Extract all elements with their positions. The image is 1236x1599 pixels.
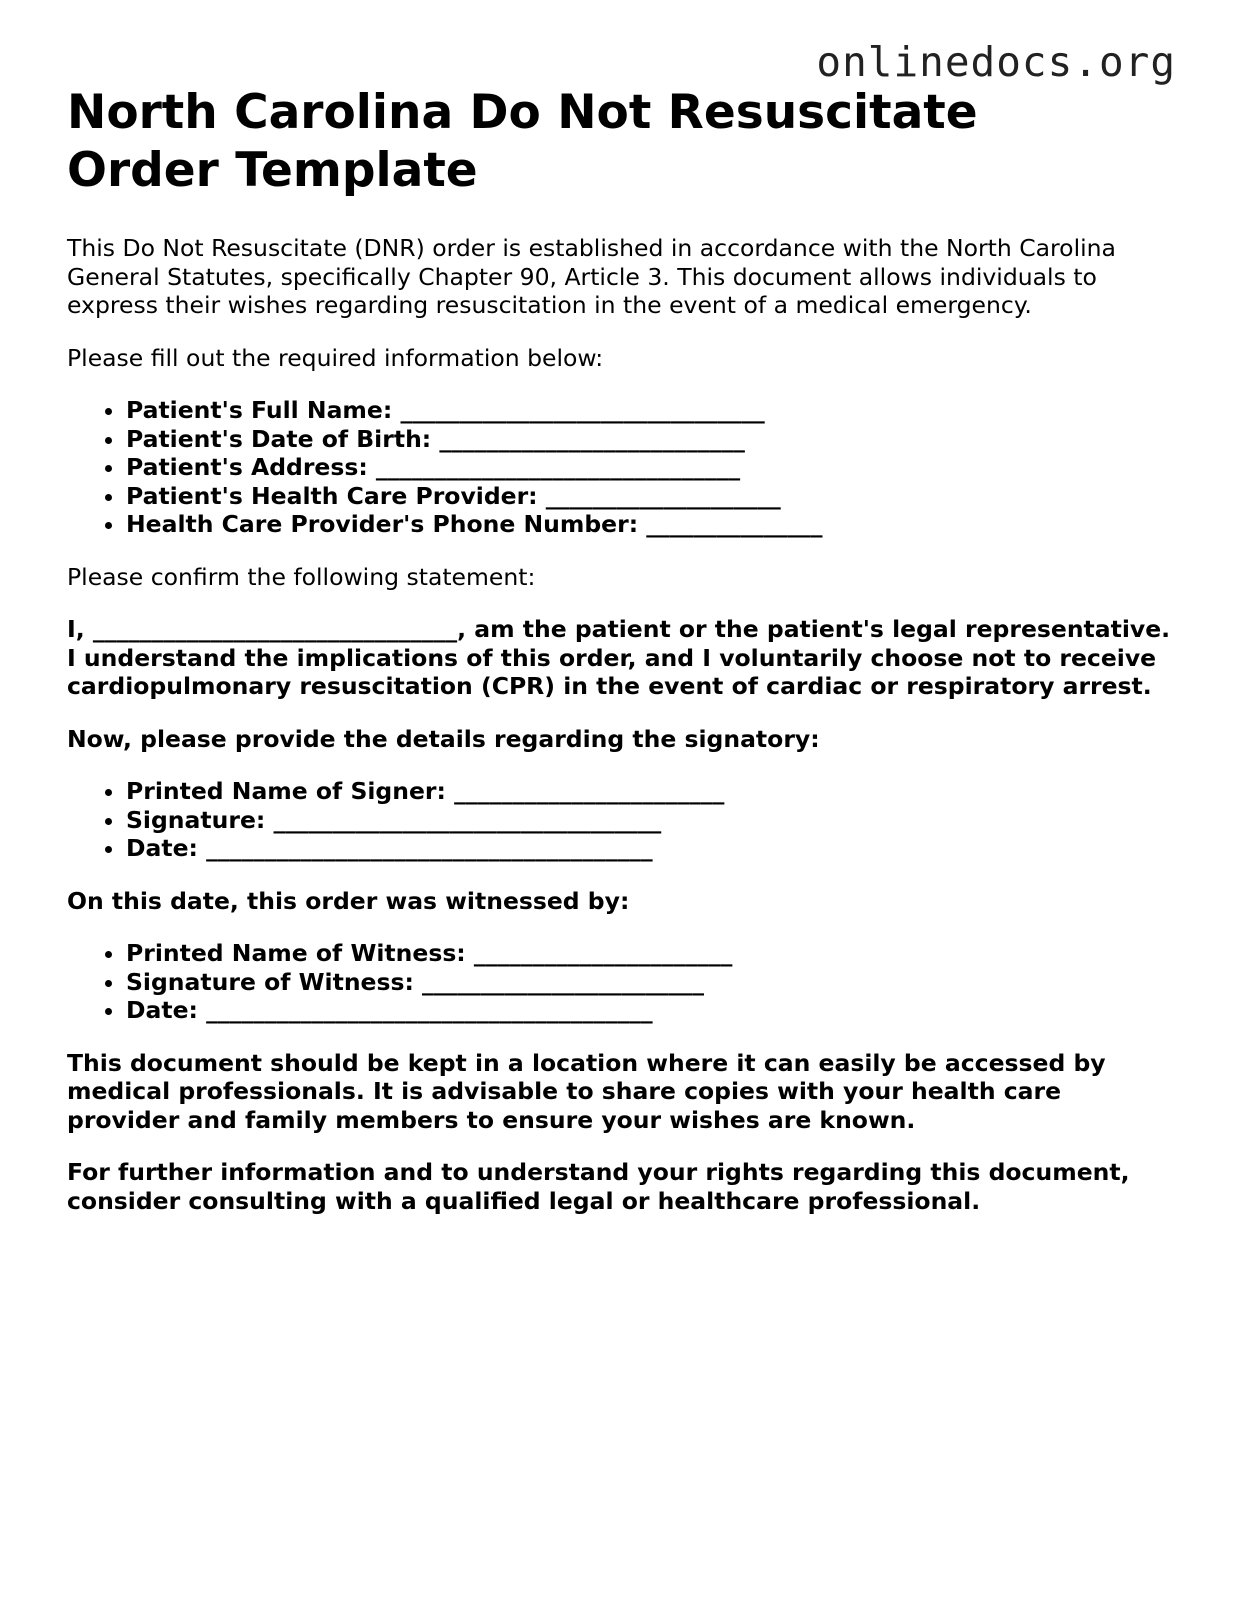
patient-fields-list [67, 396, 1177, 539]
witness-printed-name-field: • Printed Name of Witness: ______________________ [126, 939, 1177, 968]
further-info-note: For further information and to understand your rights regarding this document, consider consulting with a qualified legal or healthcare professional. [67, 1158, 1130, 1215]
document-title: North Carolina Do Not Resuscitate Order Template [67, 85, 978, 198]
witness-prompt: On this date, this order was witnessed by: [67, 886, 630, 915]
witness-fields-list [67, 939, 1177, 1025]
signatory-fields-list [67, 777, 1177, 863]
signer-date-field: • Date: ______________________________________ [126, 834, 1177, 863]
signer-printed-name-field: • Printed Name of Signer: _______________________ [126, 777, 1177, 806]
patient-date-of-birth-field: • Patient's Date of Birth: __________________________ [126, 425, 1177, 454]
consent-statement: I, _______________________________, am the patient or the patient's legal representative. I understand the implications of this order, and I voluntarily choose not to receive cardiopulmonary resuscitation (CPR) in the event of cardiac or respiratory arrest. [67, 615, 1171, 700]
watermark: onlinedocs.org [816, 38, 1176, 86]
storage-note: This document should be kept in a location where it can easily be accessed by medical professionals. It is advisable to share copies with your health care provider and family members to ensure your wishes are known. [67, 1048, 1106, 1134]
document-body [67, 84, 1177, 1239]
witness-signature-field: • Signature of Witness: ________________________ [126, 968, 1177, 997]
signatory-prompt: Now, please provide the details regarding the signatory: [67, 724, 820, 753]
fill-prompt: Please fill out the required information below: [67, 343, 604, 372]
patient-full-name-field: • Patient's Full Name: _______________________________ [126, 396, 1177, 425]
witness-date-field: • Date: ______________________________________ [126, 996, 1177, 1025]
intro-paragraph: This Do Not Resuscitate (DNR) order is established in accordance with the North Carolina General Statutes, specifically Chapter 90, Article 3. This document allows individuals to express their wishes regarding resuscitation in the event of a medical emergency. [67, 234, 1116, 319]
confirm-prompt: Please confirm the following statement: [67, 562, 536, 591]
provider-phone-number-field: • Health Care Provider's Phone Number: _______________ [126, 510, 1177, 539]
patient-health-care-provider-field: • Patient's Health Care Provider: ____________________ [126, 482, 1177, 511]
signer-signature-field: • Signature: _________________________________ [126, 806, 1177, 835]
patient-address-field: • Patient's Address: _______________________________ [126, 453, 1177, 482]
